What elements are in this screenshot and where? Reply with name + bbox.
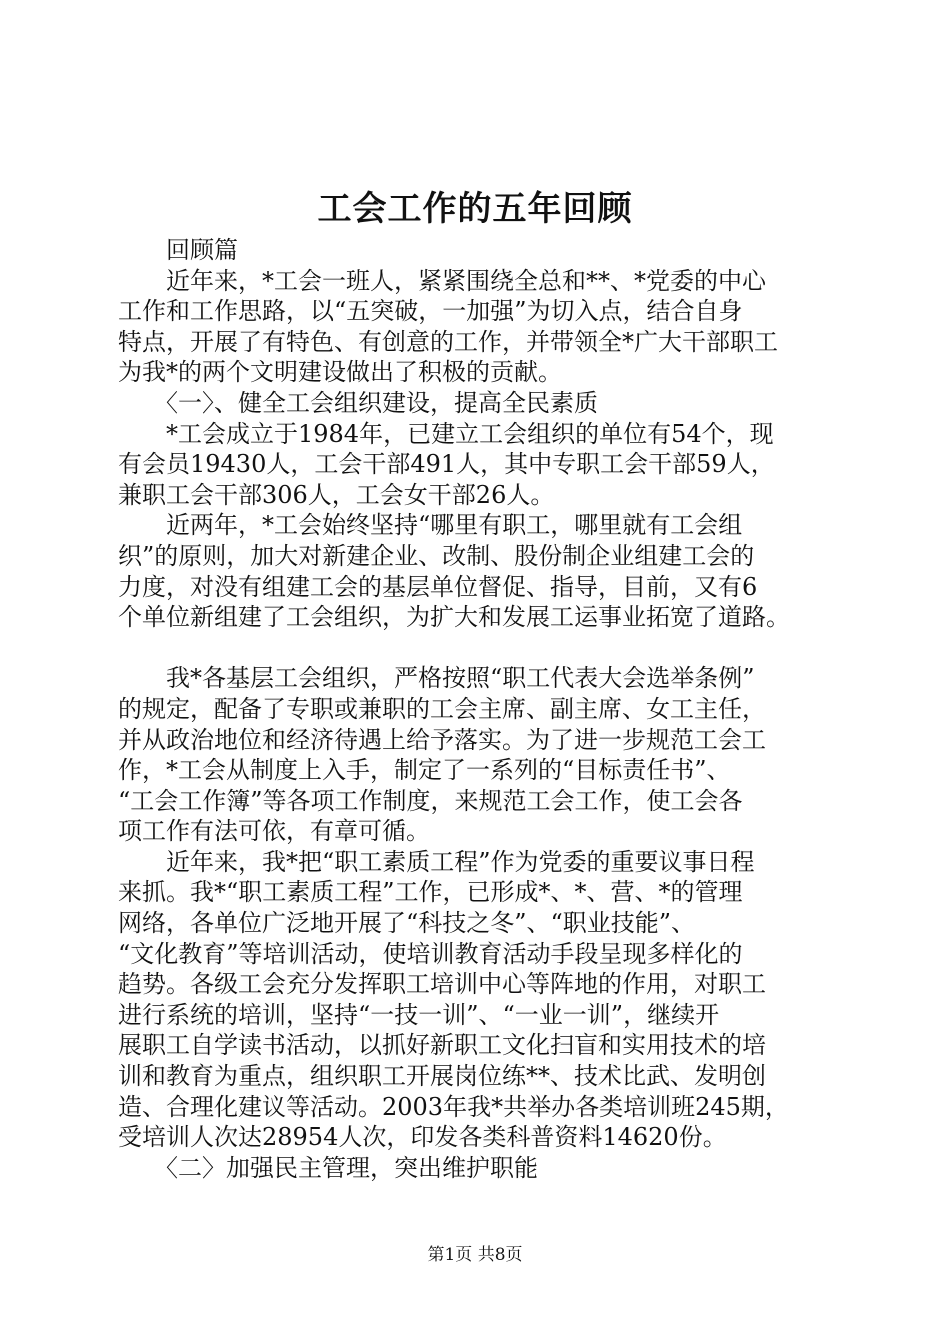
body-text-line: 网络，各单位广泛地开展了“科技之冬”、“职业技能”、: [118, 909, 696, 938]
body-text-line: 近两年，*工会始终坚持“哪里有职工，哪里就有工会组: [118, 511, 743, 540]
document-title: 工会工作的五年回顾: [317, 189, 633, 229]
body-text-line: 有会员19430人，工会干部491人，其中专职工会干部59人，: [118, 450, 775, 479]
document-body: [118, 235, 838, 1183]
body-text-line: 为我*的两个文明建设做出了积极的贡献。: [118, 358, 562, 387]
body-text-line: 兼职工会干部306人，工会女干部26人。: [118, 480, 555, 509]
body-text-line: 受培训人次达28954人次，印发各类科普资料14620份。: [118, 1123, 727, 1152]
body-text-line: 织”的原则，加大对新建企业、改制、股份制企业组建工会的: [118, 541, 755, 570]
body-text-line: 个单位新组建了工会组织，为扩大和发展工运事业拓宽了道路。: [118, 603, 790, 632]
body-text-line: 我*各基层工会组织，严格按照“职工代表大会选举条例”: [118, 664, 755, 693]
body-text-line: 近年来，*工会一班人，紧紧围绕全总和**、*党委的中心: [118, 266, 766, 295]
body-text-line: 工作和工作思路，以“五突破，一加强”为切入点，结合自身: [118, 297, 743, 326]
body-text-line: *工会成立于1984年，已建立工会组织的单位有54个，现: [118, 419, 774, 448]
body-text-line: 项工作有法可依，有章可循。: [118, 817, 430, 846]
body-text-line: 特点，开展了有特色、有创意的工作，并带领全*广大干部职工: [118, 327, 778, 356]
body-text-line: 近年来，我*把“职工素质工程”作为党委的重要议事日程: [118, 847, 755, 876]
body-text-line: 展职工自学读书活动，以抓好新职工文化扫盲和实用技术的培: [118, 1031, 766, 1060]
body-text-line: 造、合理化建议等活动。2003年我*共举办各类培训班245期，: [118, 1092, 789, 1121]
blank-line: [118, 633, 838, 664]
body-text-line: 进行系统的培训，坚持“一技一训”、“一业一训”，继续开: [118, 1000, 720, 1029]
page-footer: 第1页 共8页: [427, 1245, 523, 1265]
body-text-line: 趋势。各级工会充分发挥职工培训中心等阵地的作用，对职工: [118, 970, 766, 999]
body-text-line: 来抓。我*“职工素质工程”工作，已形成*、*、营、*的管理: [118, 878, 743, 907]
body-text-line: 并从政治地位和经济待遇上给予落实。为了进一步规范工会工: [118, 725, 766, 754]
body-text-line: “工会工作簿”等各项工作制度，来规范工会工作，使工会各: [118, 786, 743, 815]
body-text-line: 训和教育为重点，组织职工开展岗位练**、技术比武、发明创: [118, 1062, 766, 1091]
body-text-line: 〈二〉加强民主管理，突出维护职能: [118, 1153, 538, 1182]
body-text-line: “文化教育”等培训活动，使培训教育活动手段呈现多样化的: [118, 939, 743, 968]
body-text-line: 〈一〉、健全工会组织建设，提高全民素质: [118, 388, 598, 417]
body-text-line: 力度，对没有组建工会的基层单位督促、指导，目前，又有6: [118, 572, 758, 601]
body-text-line: 的规定，配备了专职或兼职的工会主席、副主席、女工主任，: [118, 694, 766, 723]
body-text-line: 作，*工会从制度上入手，制定了一系列的“目标责任书”、: [118, 756, 731, 785]
body-text-line: 回顾篇: [118, 236, 238, 264]
